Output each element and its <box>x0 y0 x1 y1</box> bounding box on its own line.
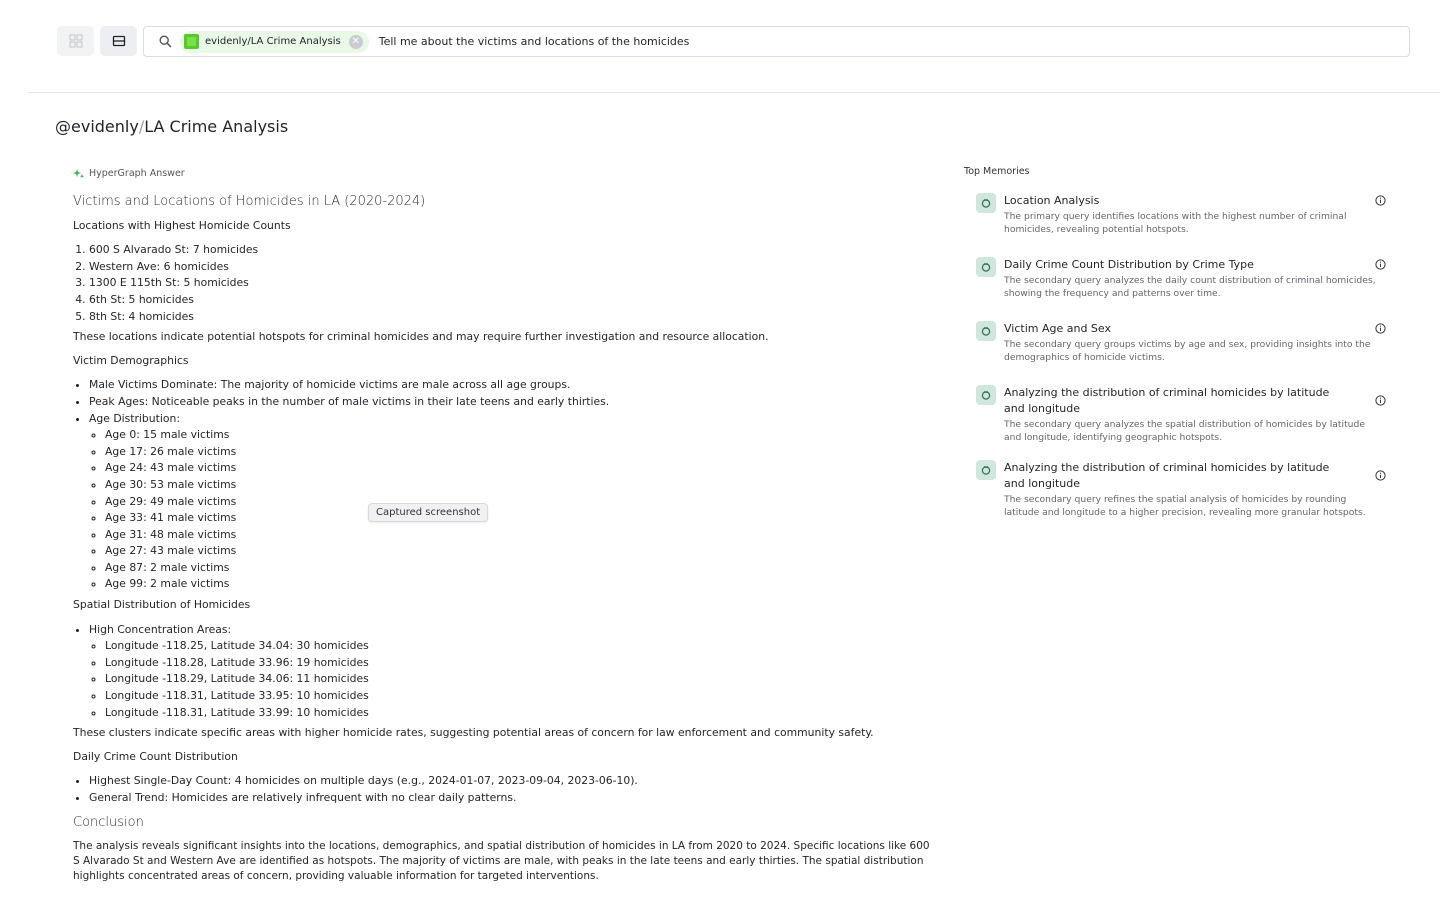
item-value: : <box>176 411 180 425</box>
title-separator: / <box>138 117 145 136</box>
age-value: : 48 male victims <box>143 527 237 541</box>
info-icon[interactable] <box>1375 323 1386 334</box>
age-value: : 15 male victims <box>136 428 230 442</box>
grid-icon <box>69 34 83 48</box>
list-item <box>89 259 933 276</box>
list-item <box>105 527 933 544</box>
top-bar <box>0 0 1456 94</box>
memory-title: Analyzing the distribution of criminal homicides by latitude and longitude <box>1004 461 1330 490</box>
list-item <box>105 671 933 688</box>
list-item <box>89 394 933 411</box>
memory-title: Location Analysis <box>1004 194 1100 207</box>
location-name: 1300 E 115th St <box>89 276 177 290</box>
project-chip-label: evidenly/LA Crime Analysis <box>205 36 341 47</box>
memory-item[interactable] <box>964 321 1394 369</box>
locations-note: These locations indicate potential hotspots for criminal homicides and may require further investigation and resource allocation. <box>73 330 769 344</box>
demographics-list <box>89 377 933 593</box>
age-name: Age 0 <box>105 428 137 442</box>
memory-title: Victim Age and Sex <box>1004 322 1111 335</box>
info-icon[interactable] <box>1375 259 1386 270</box>
location-name: 8th St <box>89 309 122 323</box>
location-value: : 4 homicides <box>121 309 194 323</box>
grid-view-button[interactable] <box>57 26 94 56</box>
info-icon[interactable] <box>1375 395 1386 406</box>
sparkle-icon <box>73 168 85 180</box>
location-name: Western Ave <box>89 259 157 273</box>
demographics-heading: Victim Demographics <box>73 353 189 367</box>
list-item <box>105 560 933 577</box>
memory-item[interactable] <box>964 385 1394 444</box>
memory-icon <box>976 460 996 480</box>
locations-heading: Locations with Highest Homicide Counts <box>73 218 291 232</box>
list-item <box>105 638 933 655</box>
project-logo-icon <box>184 34 199 49</box>
search-input[interactable]: Tell me about the victims and locations of the homicides <box>378 35 690 48</box>
list-item <box>105 510 933 527</box>
memory-item[interactable] <box>964 193 1394 241</box>
list-item <box>105 444 933 461</box>
item-value: : Noticeable peaks in the number of male victims in their late teens and early thirties. <box>144 394 610 408</box>
age-value: : 26 male victims <box>143 444 237 458</box>
info-icon[interactable] <box>1375 470 1386 481</box>
item-name: Age Distribution <box>89 411 177 425</box>
age-name: Age 87 <box>105 560 144 574</box>
memory-desc: The secondary query refines the spatial analysis of homicides by rounding latitude and longitude to a higher precision, revealing more granular hotspots. <box>1004 494 1366 518</box>
age-value: : 2 male victims <box>143 577 230 591</box>
page-project: LA Crime Analysis <box>144 117 289 136</box>
memory-desc: The secondary query analyzes the spatial distribution of homicides by latitude and longitude, identifying geographic hotspots. <box>1004 419 1365 443</box>
list-item <box>105 494 933 511</box>
memory-icon <box>976 193 996 213</box>
age-name: Age 30 <box>105 477 144 491</box>
age-list <box>105 427 933 593</box>
list-item <box>89 790 933 807</box>
list-item <box>89 377 933 394</box>
page-title <box>55 117 288 136</box>
location-name: 600 S Alvarado St <box>89 243 186 257</box>
answer-label <box>73 166 933 183</box>
area-value: : 10 homicides <box>289 705 369 719</box>
list-item <box>105 427 933 444</box>
list-icon <box>112 35 126 47</box>
age-value: : 49 male victims <box>143 494 237 508</box>
list-item <box>105 655 933 672</box>
answer-heading: Victims and Locations of Homicides in LA (2020-2024) <box>73 193 426 209</box>
area-name: Longitude -118.25, Latitude 34.04 <box>105 639 290 653</box>
info-icon[interactable] <box>1375 195 1386 206</box>
answer-panel <box>73 166 933 884</box>
search-icon <box>150 35 180 48</box>
age-name: Age 29 <box>105 494 144 508</box>
list-item <box>89 275 933 292</box>
age-value: : 53 male victims <box>143 477 237 491</box>
conclusion-part: and <box>143 854 171 867</box>
area-name: Longitude -118.29, Latitude 34.06 <box>105 672 290 686</box>
area-value: : 10 homicides <box>289 689 369 703</box>
captured-screenshot-tooltip: Captured screenshot <box>368 503 488 522</box>
list-item <box>105 576 933 593</box>
daily-heading: Daily Crime Count Distribution <box>73 749 238 763</box>
item-name: Peak Ages <box>89 394 145 408</box>
list-item <box>89 242 933 259</box>
divider <box>28 92 1440 93</box>
memory-desc: The secondary query analyzes the daily count distribution of criminal homicides, showing the frequency and patterns over time. <box>1004 275 1376 299</box>
age-value: : 43 male victims <box>143 544 237 558</box>
memory-icon <box>976 321 996 341</box>
item-value: : The majority of homicide victims are male across all age groups. <box>213 378 571 392</box>
daily-list <box>89 773 933 806</box>
item-name: High Concentration Areas <box>89 622 228 636</box>
conclusion-location: Western Ave <box>170 854 236 867</box>
area-name: Longitude -118.28, Latitude 33.96 <box>105 655 290 669</box>
area-value: : 30 homicides <box>289 639 369 653</box>
area-name: Longitude -118.31, Latitude 33.95 <box>105 689 290 703</box>
list-item <box>89 411 933 594</box>
memory-icon <box>976 257 996 277</box>
conclusion-part: are identified as hotspots. The majority of victims are male, with peaks in the late teens and early thirties. The spatial distribution highlights concentrated areas of concern, providing valuable information for targeted interventions. <box>73 854 924 882</box>
age-name: Age 17 <box>105 444 144 458</box>
list-item <box>105 460 933 477</box>
list-item <box>105 705 933 722</box>
list-item <box>89 622 933 722</box>
top-memories-panel <box>964 166 1394 535</box>
age-value: : 41 male victims <box>143 511 237 525</box>
list-item <box>89 773 933 790</box>
conclusion-part: The analysis reveals significant insights into the locations, demographics, and spatial distribution of homicides in LA from 2020 to 2024. Specific locations like <box>73 840 910 853</box>
spatial-heading: Spatial Distribution of Homicides <box>73 598 251 612</box>
age-value: : 43 male victims <box>143 461 237 475</box>
list-item <box>89 309 933 326</box>
item-value: : <box>227 622 232 636</box>
list-item <box>105 477 933 494</box>
conclusion-text <box>73 839 933 883</box>
top-memories-heading: Top Memories <box>964 166 1030 177</box>
memory-icon <box>976 385 996 405</box>
list-item <box>105 688 933 705</box>
search-bar[interactable] <box>143 26 1410 57</box>
list-item <box>89 292 933 309</box>
age-name: Age 27 <box>105 544 144 558</box>
locations-list <box>89 242 933 325</box>
age-value: : 2 male victims <box>143 560 230 574</box>
spatial-note: These clusters indicate specific areas with higher homicide rates, suggesting potential areas of concern for law enforcement and community safety. <box>73 726 874 740</box>
area-value: : 11 homicides <box>289 672 369 686</box>
location-value: : 7 homicides <box>185 243 259 257</box>
item-name: Highest Single-Day Count <box>89 774 228 788</box>
memory-title: Daily Crime Count Distribution by Crime Type <box>1004 258 1254 271</box>
item-value: : Homicides are relatively infrequent with no clear daily patterns. <box>164 791 517 804</box>
location-value: : 5 homicides <box>121 292 194 306</box>
spatial-list <box>89 622 933 722</box>
list-view-button[interactable] <box>100 26 137 56</box>
conclusion-location: 600 S Alvarado St <box>73 840 930 867</box>
memory-title: Analyzing the distribution of criminal homicides by latitude and longitude <box>1004 386 1330 415</box>
project-chip[interactable] <box>180 31 369 53</box>
age-name: Age 24 <box>105 461 144 475</box>
area-list <box>105 638 933 721</box>
list-item <box>105 543 933 560</box>
memory-item[interactable] <box>964 257 1394 305</box>
memory-desc: The secondary query groups victims by age and sex, providing insights into the demographics of homicide victims. <box>1004 339 1371 363</box>
area-value: : 19 homicides <box>289 655 369 669</box>
area-name: Longitude -118.31, Latitude 33.99 <box>105 705 290 719</box>
age-name: Age 31 <box>105 527 144 541</box>
memory-item[interactable] <box>964 460 1394 519</box>
item-value: : 4 homicides on multiple days (e.g., 2024-01-07, 2023-09-04, 2023-06-10). <box>227 774 638 788</box>
close-icon[interactable]: ✕ <box>349 35 363 49</box>
memory-desc: The primary query identifies locations with the highest number of criminal homicides, revealing potential hotspots. <box>1004 211 1347 235</box>
location-value: : 5 homicides <box>176 276 249 290</box>
item-name: General Trend <box>89 791 165 804</box>
location-name: 6th St <box>89 292 122 306</box>
conclusion-heading: Conclusion <box>73 814 144 830</box>
answer-label-text: HyperGraph Answer <box>89 168 185 179</box>
age-name: Age 33 <box>105 511 144 525</box>
page-owner[interactable]: @evidenly <box>55 117 139 136</box>
item-name: Male Victims Dominate <box>89 378 214 392</box>
location-value: : 6 homicides <box>156 259 229 273</box>
age-name: Age 99 <box>105 577 144 591</box>
